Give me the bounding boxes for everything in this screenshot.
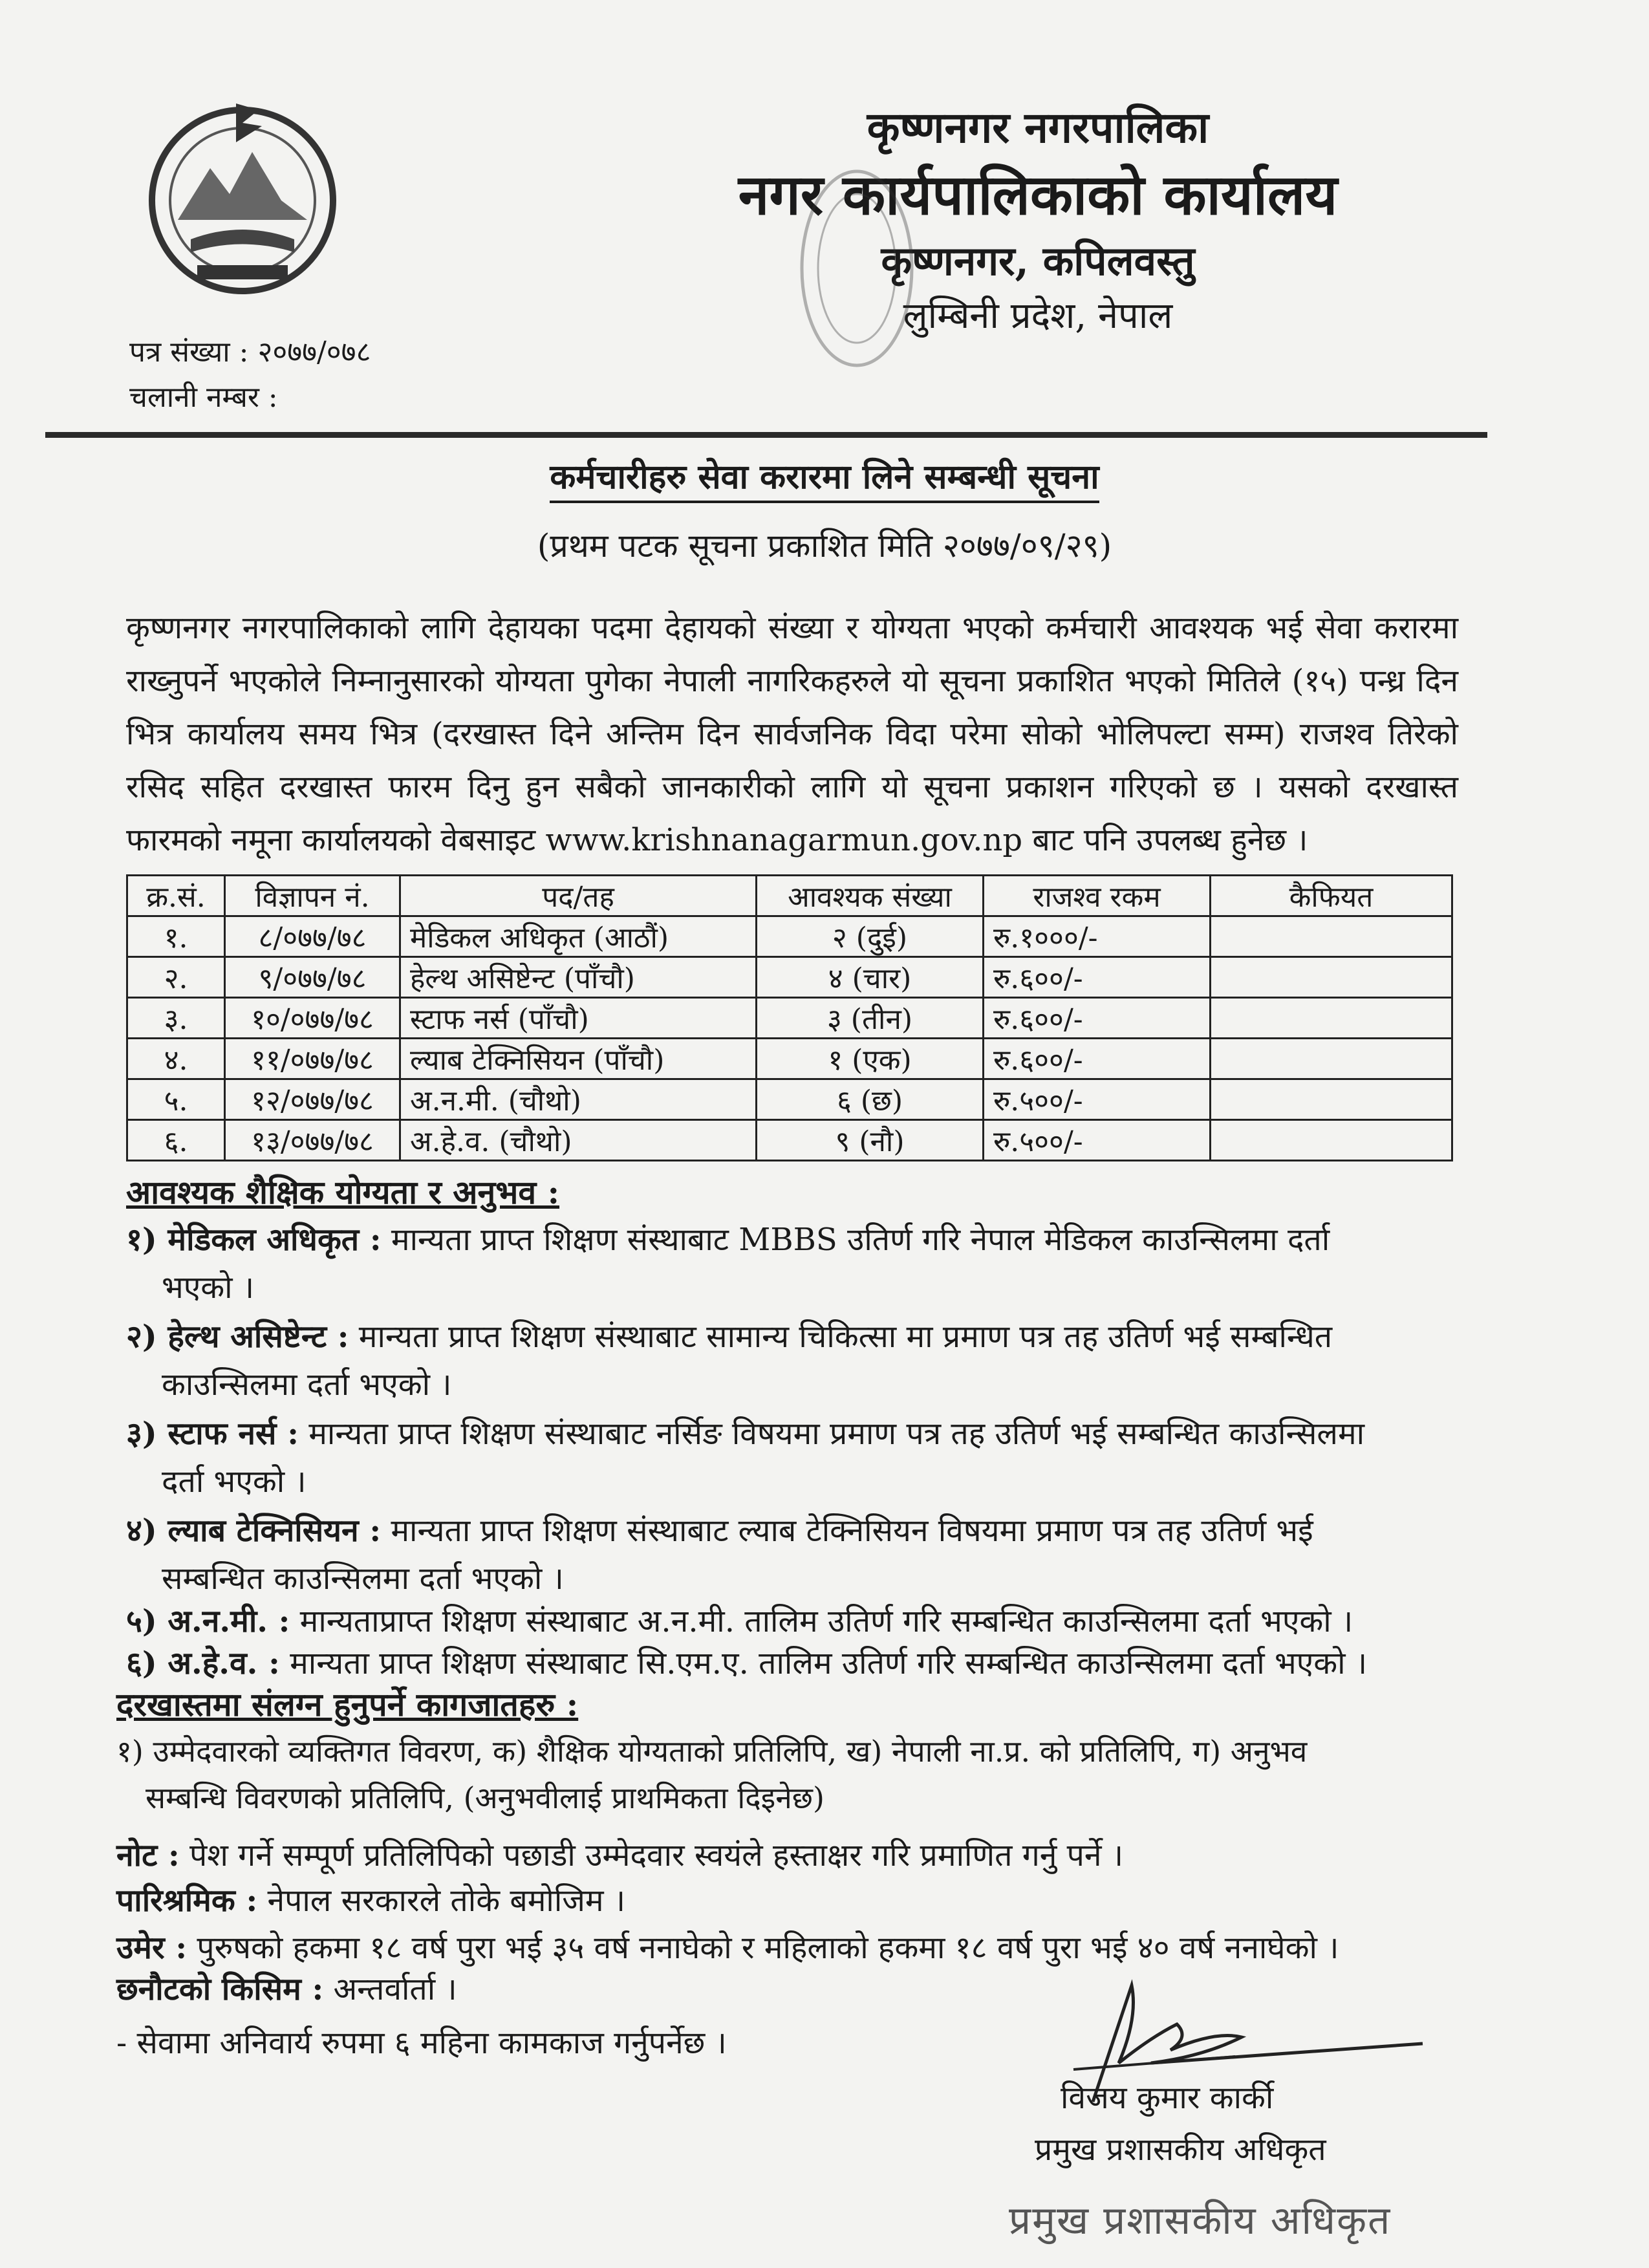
qualification-text: मान्यताप्राप्त शिक्षण संस्थाबाट अ.न.मी. तालिम उतिर्ण गरि सम्बन्धित काउन्सिलमा दर्ता भएको । <box>299 1603 1353 1639</box>
table-cell: मेडिकल अधिकृत (आठौं) <box>400 916 757 957</box>
table-cell: अ.न.मी. (चौथो) <box>400 1079 757 1120</box>
table-cell: रु.६००/- <box>984 1039 1211 1079</box>
qualification-item <box>126 1313 1458 1409</box>
qualification-label: ५) अ.न.मी. : <box>126 1603 290 1639</box>
service-line: - सेवामा अनिवार्य रुपमा ६ महिना कामकाज गर्नुपर्नेछ । <box>116 2025 727 2061</box>
note-line <box>116 1833 1123 1875</box>
table-cell: ल्याब टेक्निसियन (पाँचौ) <box>400 1039 757 1079</box>
qualification-label: ३) स्टाफ नर्स : <box>126 1416 299 1452</box>
notice-subject-text: कर्मचारीहरु सेवा करारमा लिने सम्बन्धी सूचना <box>550 457 1099 503</box>
table-cell: १०/०७७/७८ <box>225 998 400 1039</box>
reference-block <box>129 330 371 420</box>
documents-line: १) उम्मेदवारको व्यक्तिगत विवरण, क) शैक्षिक योग्यताको प्रतिलिपि, ख) नेपाली ना.प्र. को प्रतिलिपि, ग) अनुभव <box>116 1734 1308 1769</box>
table-cell <box>1211 1120 1452 1161</box>
notice-intro: कृष्णनगर नगरपालिकाको लागि देहायका पदमा देहायको संख्या र योग्यता भएको कर्मचारी आवश्यक भई सेवा करारमा राख्नुपर्ने भएकोले निम्नानुसारको योग्यता पुगेका नेपाली नागरिकहरुले यो सूचना प्रकाशित भएको मितिले (१५) पन्ध्र दिन भित्र कार्यालय समय भित्र (दरखास्त दिने अन्तिम दिन सार्वजनिक विदा परेमा सोको भोलिपल्टा सम्म) राजश्व तिरेको रसिद सहित दरखास्त फारम दिनु हुन सबैको जानकारीको लागि यो सूचना प्रकाशन गरिएको छ । यसको दरखास्त फारमको नमूना कार्यालयको वेबसाइट www.krishnanagarmun.gov.np बाट पनि उपलब्ध हुनेछ । <box>126 610 1458 858</box>
qualification-text-cont: भएको । <box>162 1269 255 1306</box>
office-address: कृष्णनगर, कपिलवस्तु <box>881 237 1195 285</box>
header-divider <box>45 432 1487 438</box>
table-cell: रु.१०००/- <box>984 916 1211 957</box>
note-text: पेश गर्ने सम्पूर्ण प्रतिलिपिको पछाडी उम्मेदवार स्वयंले हस्ताक्षर गरि प्रमाणित गर्नु पर्ने । <box>189 1837 1124 1874</box>
table-cell: ८/०७७/७८ <box>225 916 400 957</box>
letter-number: पत्र संख्या : २०७७/०७८ <box>129 336 371 369</box>
publish-date: (प्रथम पटक सूचना प्रकाशित मिति २०७७/०९/२९) <box>537 527 1112 565</box>
signatory-stamp: प्रमुख प्रशासकीय अधिकृत <box>1009 2198 1392 2243</box>
qualification-text: मान्यता प्राप्त शिक्षण संस्थाबाट MBBS उतिर्ण गरि नेपाल मेडिकल काउन्सिलमा दर्ता <box>391 1222 1330 1258</box>
office-name: नगर कार्यपालिकाको कार्यालय <box>738 162 1338 228</box>
qualification-text: मान्यता प्राप्त शिक्षण संस्थाबाट सामान्य चिकित्सा मा प्रमाण पत्र तह उतिर्ण भई सम्बन्धित <box>358 1319 1333 1355</box>
qualification-label: २) हेल्थ असिष्टेन्ट : <box>126 1319 349 1355</box>
vacancy-table <box>126 874 1453 1161</box>
notice-subject <box>0 453 1649 499</box>
table-cell <box>1211 957 1452 998</box>
table-cell: रु.५००/- <box>984 1079 1211 1120</box>
table-header-row <box>127 876 1452 916</box>
table-header: राजश्व रकम <box>984 876 1211 916</box>
table-row <box>127 1039 1452 1079</box>
table-header: क्र.सं. <box>127 876 225 916</box>
selection-line <box>116 1967 457 2009</box>
table-header: कैफियत <box>1211 876 1452 916</box>
table-cell <box>1211 916 1452 957</box>
table-cell: ६ (छ) <box>757 1079 984 1120</box>
table-cell: ३ (तीन) <box>757 998 984 1039</box>
table-cell <box>1211 1079 1452 1120</box>
table-header: पद/तह <box>400 876 757 916</box>
remuneration-text: नेपाल सरकारले तोके बमोजिम । <box>267 1883 626 1919</box>
table-cell: हेल्थ असिष्टेन्ट (पाँचौ) <box>400 957 757 998</box>
documents-list <box>116 1728 1461 1821</box>
remuneration-line <box>116 1879 625 1921</box>
table-header: विज्ञापन नं. <box>225 876 400 916</box>
table-cell: अ.हे.व. (चौथो) <box>400 1120 757 1161</box>
office-stamp-icon <box>795 162 918 375</box>
table-cell: ३. <box>127 998 225 1039</box>
qualification-text-cont: दर्ता भएको । <box>162 1463 307 1500</box>
table-row <box>127 957 1452 998</box>
qualification-item <box>126 1597 1458 1645</box>
table-cell: ४ (चार) <box>757 957 984 998</box>
dispatch-number: चलानी नम्बर : <box>129 381 278 414</box>
documents-line: सम्बन्धि विवरणको प्रतिलिपि, (अनुभवीलाई प्राथमिकता दिइनेछ) <box>146 1780 824 1815</box>
table-cell: ५. <box>127 1079 225 1120</box>
qualification-item <box>126 1216 1458 1312</box>
selection-text: अन्तर्वार्ता । <box>333 1971 457 2007</box>
table-row <box>127 998 1452 1039</box>
table-cell: रु.६००/- <box>984 957 1211 998</box>
table-cell: २. <box>127 957 225 998</box>
table-cell: १३/०७७/७८ <box>225 1120 400 1161</box>
age-line <box>116 1926 1339 1968</box>
qualification-label: ४) ल्याब टेक्निसियन : <box>126 1513 382 1549</box>
qualification-text-cont: काउन्सिलमा दर्ता भएको । <box>162 1366 452 1403</box>
qualification-label: ६) अ.हे.व. : <box>126 1645 280 1681</box>
qualifications-title: आवश्यक शैक्षिक योग्यता र अनुभव : <box>126 1173 560 1211</box>
table-cell: १. <box>127 916 225 957</box>
table-cell <box>1211 998 1452 1039</box>
signatory-title: प्रमुख प्रशासकीय अधिकृत <box>1035 2132 1326 2168</box>
table-cell: रु.५००/- <box>984 1120 1211 1161</box>
table-cell: रु.६००/- <box>984 998 1211 1039</box>
table-cell: १ (एक) <box>757 1039 984 1079</box>
qualification-text: मान्यता प्राप्त शिक्षण संस्थाबाट नर्सिङ विषयमा प्रमाण पत्र तह उतिर्ण भई सम्बन्धित काउन्सिलमा <box>308 1416 1365 1452</box>
qualification-text: मान्यता प्राप्त शिक्षण संस्थाबाट सि.एम.ए. तालिम उतिर्ण गरि सम्बन्धित काउन्सिलमा दर्ता भएको । <box>290 1645 1368 1681</box>
table-row <box>127 916 1452 957</box>
table-cell: १२/०७७/७८ <box>225 1079 400 1120</box>
age-text: पुरुषको हकमा १८ वर्ष पुरा भई ३५ वर्ष ननाघेको र महिलाको हकमा १८ वर्ष पुरा भई ४० वर्ष ननाघेको । <box>197 1930 1339 1966</box>
table-cell: ११/०७७/७८ <box>225 1039 400 1079</box>
qualification-item <box>126 1639 1458 1687</box>
qualification-item <box>126 1507 1458 1603</box>
table-cell: ९/०७७/७८ <box>225 957 400 998</box>
documents-title: दरखास्तमा संलग्न हुनुपर्ने कागजातहरु : <box>116 1685 579 1723</box>
table-cell: ४. <box>127 1039 225 1079</box>
office-province: लुम्बिनी प्रदेश, नेपाल <box>903 295 1173 337</box>
qualification-item <box>126 1410 1458 1506</box>
qualification-text: मान्यता प्राप्त शिक्षण संस्थाबाट ल्याब टेक्निसियन विषयमा प्रमाण पत्र तह उतिर्ण भई <box>391 1513 1313 1549</box>
signatory-name: विजय कुमार कार्की <box>1061 2080 1274 2116</box>
qualification-text-cont: सम्बन्धित काउन्सिलमा दर्ता भएको । <box>162 1561 564 1597</box>
table-cell: ९ (नौ) <box>757 1120 984 1161</box>
table-cell: २ (दुई) <box>757 916 984 957</box>
table-cell <box>1211 1039 1452 1079</box>
qualification-label: १) मेडिकल अधिकृत : <box>126 1222 382 1258</box>
table-header: आवश्यक संख्या <box>757 876 984 916</box>
municipality-name: कृष्णनगर नगरपालिका <box>867 102 1209 153</box>
table-cell: ६. <box>127 1120 225 1161</box>
remuneration-label: पारिश्रमिक : <box>116 1883 258 1919</box>
age-label: उमेर : <box>116 1930 188 1966</box>
table-cell: स्टाफ नर्स (पाँचौ) <box>400 998 757 1039</box>
note-label: नोट : <box>116 1837 180 1874</box>
table-row <box>127 1079 1452 1120</box>
table-row <box>127 1120 1452 1161</box>
selection-label: छनौटको किसिम : <box>116 1971 324 2007</box>
